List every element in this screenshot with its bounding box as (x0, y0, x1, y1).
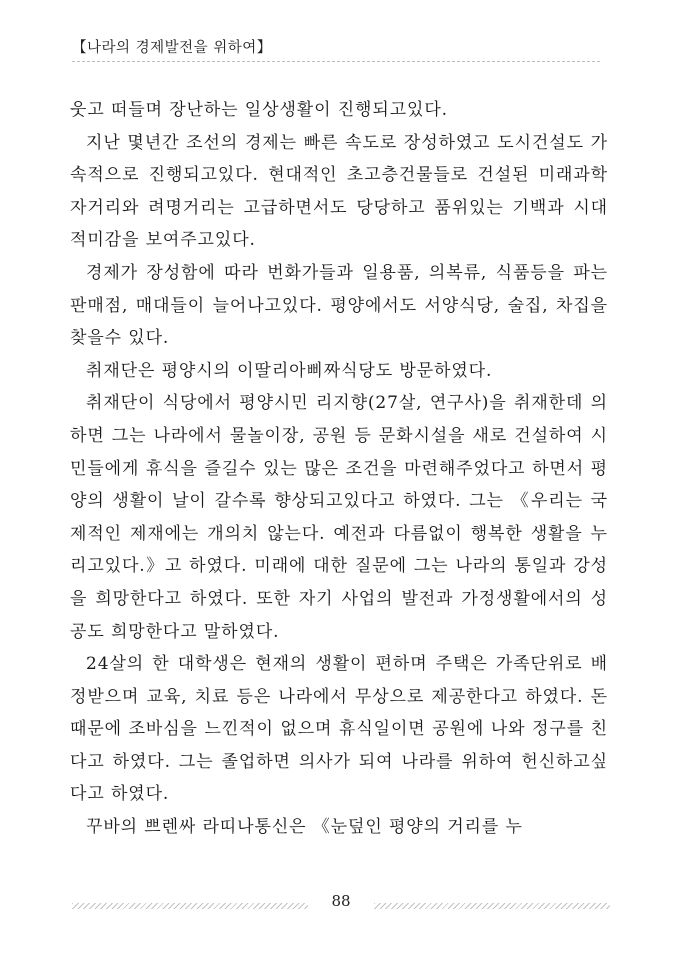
page-number: 88 (331, 892, 351, 910)
paragraph: 경제가 장성함에 따라 번화가들과 일용품, 의복류, 식품등을 파는 판매점, 매대들이 늘어나고있다. 평양에서도 서양식당, 술집, 차집을 찾을수 있다. (70, 262, 608, 349)
paragraph: 지난 몇년간 조선의 경제는 빠른 속도로 장성하였고 도시건설도 가속적으로 진행되고있다. 현대적인 초고층건물들로 건설된 미래과학자거리와 려명거리는 고급하면서도 당당하고 품위있는 기백과 시대적미감을 보여주고있다. (70, 132, 608, 251)
paragraph: 24살의 한 대학생은 현재의 생활이 편하며 주택은 가족단위로 배정받으며 교육, 치료 등은 나라에서 무상으로 제공한다고 하였다. 돈때문에 조바심을 느낀적이 없으며 휴식일이면 공원에 나와 정구를 친다고 하였다. 그는 졸업하면 의사가 되여 나라를 위하여 헌신하고싶다고 하였다. (70, 654, 608, 805)
running-header: 【나라의 경제발전을 위하여】 (72, 40, 272, 56)
paragraph: 취재단은 평양시의 이딸리아삐짜식당도 방문하였다. (86, 360, 493, 381)
footer-ornament-right (374, 903, 610, 909)
paragraph: 꾸바의 쁘렌싸 라띠나통신은 《눈덮인 평양의 거리를 누 (86, 817, 523, 838)
page-footer (72, 892, 610, 916)
header-divider (72, 61, 600, 62)
paragraph: 웃고 떠들며 장난하는 일상생활이 진행되고있다. (70, 100, 448, 120)
paragraph: 취재단이 식당에서 평양시민 리지향(27살, 연구사)을 취재한데 의하면 그는 나라에서 물놀이장, 공원 등 문화시설을 새로 건설하여 시민들에게 휴식을 즐길수 있는 많은 조건을 마련해주었다고 하면서 평양의 생활이 날이 갈수록 향상되고있다고 하였다. 그는 《우리는 국제적인 제재에는 개의치 않는다. 예전과 다름없이 행복한 생활을 누리고있다.》고 하였다. 미래에 대한 질문에 그는 나라의 통일과 강성을 희망한다고 하였다. 또한 자기 사업의 발전과 가정생활에서의 성공도 희망한다고 말하였다. (70, 393, 608, 642)
article-body (70, 94, 608, 844)
